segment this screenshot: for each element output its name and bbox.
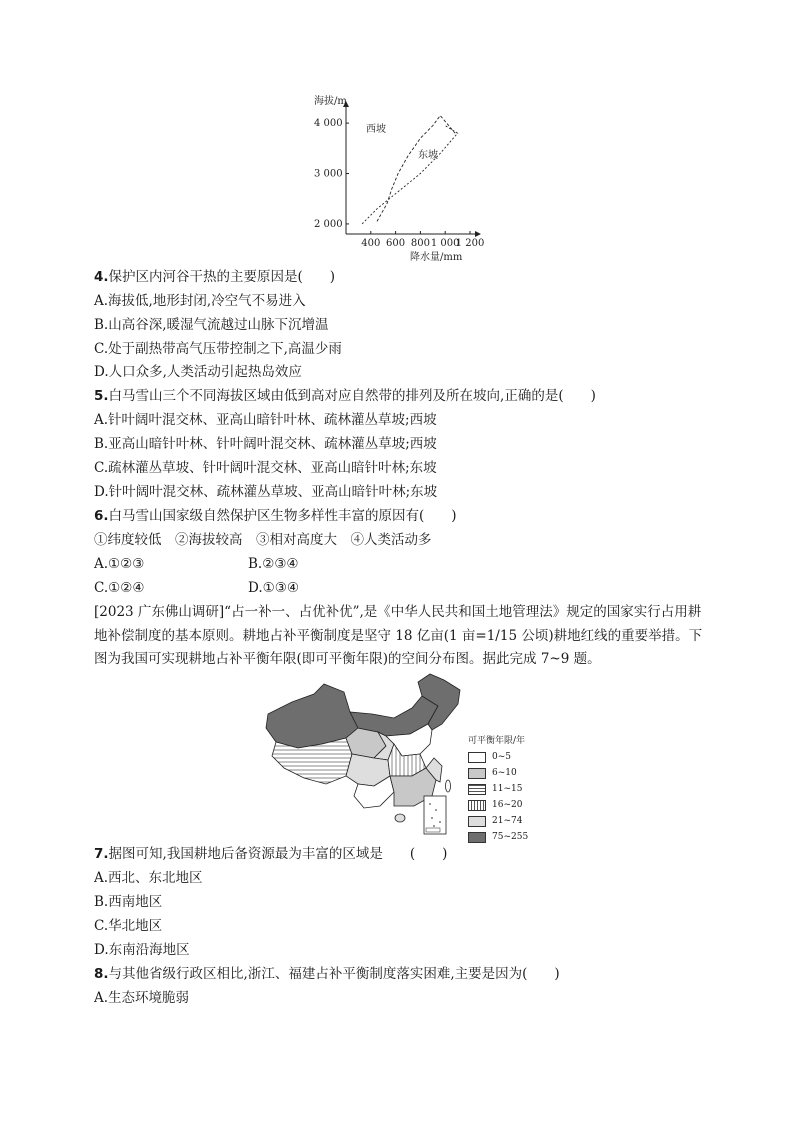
legend-label: 16~20 bbox=[492, 800, 523, 810]
legend-label: 11~15 bbox=[492, 784, 523, 794]
china-balance-years-map bbox=[262, 672, 472, 842]
series-label-west: 西坡 bbox=[366, 124, 386, 135]
legend-label: 0~5 bbox=[492, 752, 511, 762]
question-6-option-b: B.②③④ bbox=[248, 556, 299, 572]
question-7-option-a: A.西北、东北地区 bbox=[94, 870, 203, 886]
x-tick-label: 600 bbox=[386, 238, 406, 249]
x-axis-label: 降水量/mm bbox=[410, 252, 463, 263]
legend-label: 21~74 bbox=[492, 816, 523, 826]
y-tick-label: 2 000 bbox=[314, 218, 343, 230]
question-5-option-b: B.亚高山暗针叶林、针叶阔叶混交林、疏林灌丛草坡;西坡 bbox=[94, 436, 437, 452]
x-tick-label: 400 bbox=[361, 238, 381, 249]
question-8-stem: 8.与其他省级行政区相比,浙江、福建占补平衡制度落实困难,主要是因为( ) bbox=[94, 966, 560, 982]
x-tick-label: 800 bbox=[410, 238, 430, 249]
question-4-option-c: C.处于副热带高气压带控制之下,高温少雨 bbox=[94, 341, 342, 357]
x-tick-label: 1 200 bbox=[455, 238, 485, 249]
question-4-option-b: B.山高谷深,暖湿气流越过山脉下沉增温 bbox=[94, 317, 329, 333]
question-7-option-c: C.华北地区 bbox=[94, 918, 163, 934]
y-axis-label: 海拔/m bbox=[314, 96, 347, 107]
legend-swatch bbox=[468, 768, 486, 779]
legend-title: 可平衡年限/年 bbox=[468, 736, 526, 746]
legend-swatch bbox=[468, 752, 486, 763]
material-intro: [2023 广东佛山调研]“占一补一、占优补优”,是《中华人民共和国土地管理法》规定的国家实行占用耕地补偿制度的基本原则。耕地占补平衡制度是坚守 18 亿亩(1 亩=1/15 公顷)耕地红线的重要举措。下图为我国可实现耕地占补平衡年限(即可平衡年限)的空间分布图。据此完成 7~9 题。 bbox=[94, 604, 703, 667]
x-tick-label: 1 000 bbox=[430, 238, 460, 249]
precipitation-altitude-chart bbox=[310, 92, 490, 264]
question-7-option-b: B.西南地区 bbox=[94, 894, 163, 910]
question-6-option-d: D.①③④ bbox=[248, 580, 299, 596]
legend-swatch bbox=[468, 816, 486, 827]
question-6-items: ①纬度较低 ②海拔较高 ③相对高度大 ④人类活动多 bbox=[94, 532, 432, 548]
question-7-option-d: D.东南沿海地区 bbox=[94, 942, 190, 958]
question-6-option-c: C.①②④ bbox=[94, 580, 145, 596]
question-6-option-a: A.①②③ bbox=[94, 556, 145, 572]
legend-label: 75~255 bbox=[492, 832, 529, 842]
legend-swatch bbox=[468, 832, 486, 843]
legend-row bbox=[468, 765, 528, 781]
question-5-stem: 5.白马雪山三个不同海拔区域由低到高对应自然带的排列及所在坡向,正确的是( ) bbox=[94, 388, 596, 404]
y-tick-label: 4 000 bbox=[314, 118, 343, 130]
map-region-taiwan bbox=[446, 780, 451, 792]
legend-row bbox=[468, 797, 528, 813]
legend-row bbox=[468, 749, 528, 765]
map-legend bbox=[468, 733, 528, 845]
y-tick-label: 3 000 bbox=[314, 168, 343, 180]
question-5-option-c: C.疏林灌丛草坡、针叶阔叶混交林、亚高山暗针叶林;东坡 bbox=[94, 460, 437, 476]
question-8-option-a: A.生态环境脆弱 bbox=[94, 990, 190, 1006]
legend-swatch bbox=[468, 784, 486, 795]
legend-label: 6~10 bbox=[492, 768, 517, 778]
series-line-1 bbox=[362, 126, 457, 224]
question-5-option-a: A.针叶阔叶混交林、亚高山暗针叶林、疏林灌丛草坡;西坡 bbox=[94, 412, 437, 428]
question-5-option-d: D.针叶阔叶混交林、疏林灌丛草坡、亚高山暗针叶林;东坡 bbox=[94, 484, 438, 500]
series-label-east: 东坡 bbox=[418, 150, 438, 161]
map-region-hainan bbox=[395, 814, 405, 822]
legend-row bbox=[468, 813, 528, 829]
legend-swatch bbox=[468, 800, 486, 811]
question-6-stem: 6.白马雪山国家级自然保护区生物多样性丰富的原因有( ) bbox=[94, 508, 457, 524]
legend-row bbox=[468, 781, 528, 797]
question-4-option-d: D.人口众多,人类活动引起热岛效应 bbox=[94, 364, 302, 380]
south-china-sea-inset bbox=[424, 796, 446, 834]
series-line-0 bbox=[377, 116, 455, 222]
question-7-stem: 7.据图可知,我国耕地后备资源最为丰富的区域是 ( ) bbox=[94, 846, 448, 862]
question-4-stem: 4.保护区内河谷干热的主要原因是( ) bbox=[94, 269, 336, 285]
legend-row bbox=[468, 829, 528, 845]
question-4-option-a: A.海拔低,地形封闭,冷空气不易进入 bbox=[94, 293, 306, 309]
